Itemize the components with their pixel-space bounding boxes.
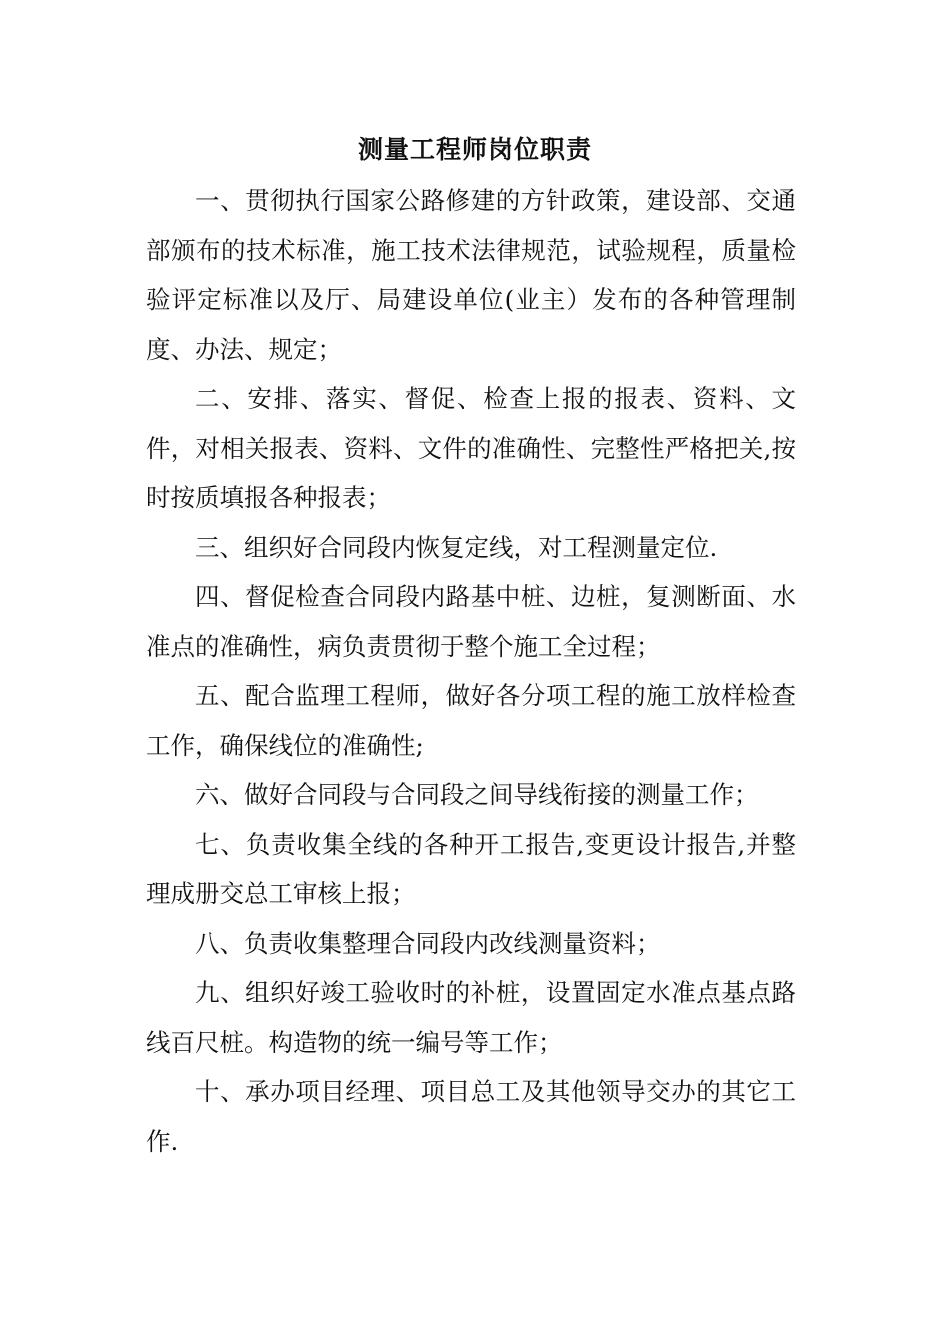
paragraph-7: 七、负责收集全线的各种开工报告,变更设计报告,并整理成册交总工审核上报； bbox=[146, 829, 796, 908]
paragraph-6: 六、做好合同段与合同段之间导线衔接的测量工作； bbox=[195, 780, 759, 809]
paragraph-2: 二、安排、落实、督促、检查上报的报表、资料、文件，对相关报表、资料、文件的准确性、完整性严格把关,按时按质填报各种报表； bbox=[146, 384, 796, 512]
document-title: 测量工程师岗位职责 bbox=[357, 135, 592, 164]
paragraph-9: 九、组织好竣工验收时的补桩，设置固定水准点基点路线百尺桩。构造物的统一编号等工作； bbox=[146, 978, 796, 1057]
paragraph-4: 四、督促检查合同段内路基中桩、边桩，复测断面、水准点的准确性，病负责贯彻于整个施工全过程； bbox=[146, 582, 796, 661]
paragraph-5: 五、配合监理工程师，做好各分项工程的施工放样检查工作，确保线位的准确性; bbox=[146, 681, 796, 760]
paragraph-8: 八、负责收集整理合同段内改线测量资料； bbox=[195, 928, 661, 958]
paragraph-10: 十、承办项目经理、项目总工及其他领导交办的其它工作. bbox=[146, 1077, 796, 1156]
document-body bbox=[146, 176, 796, 1166]
paragraph-3: 三、组织好合同段内恢复定线，对工程测量定位. bbox=[195, 532, 718, 562]
paragraph-1: 一、贯彻执行国家公路修建的方针政策，建设部、交通部颁布的技术标准，施工技术法律规范，试验规程，质量检验评定标准以及厅、局建设单位(业主）发布的各种管理制度、办法、规定； bbox=[146, 186, 796, 364]
